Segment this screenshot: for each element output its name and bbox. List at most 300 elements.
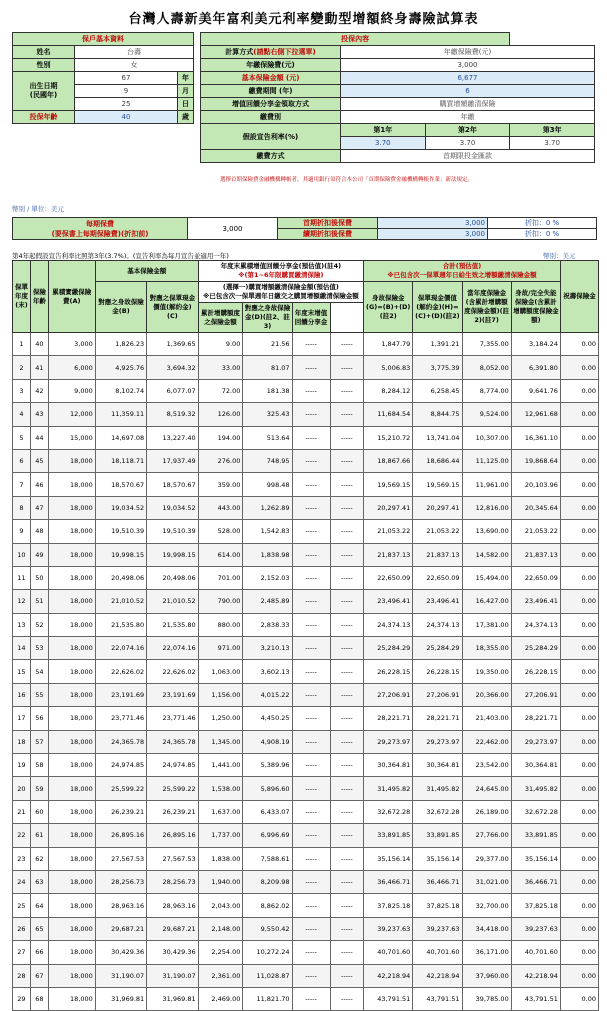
table-cell: -----	[292, 870, 330, 893]
table-cell: 880.00	[198, 613, 243, 636]
table-cell: 27,206.91	[413, 683, 462, 706]
table-cell: 0.00	[560, 847, 598, 870]
pay-mode-select[interactable]: 年繳	[341, 111, 595, 124]
table-cell: 21,053.22	[511, 520, 560, 543]
table-cell: 19,510.39	[147, 520, 198, 543]
table-cell: 29,273.97	[364, 730, 413, 753]
table-cell: 43,791.51	[413, 987, 462, 1010]
table-cell: 25,284.29	[413, 637, 462, 660]
total-group-header	[364, 261, 561, 282]
table-cell: 26,228.15	[364, 660, 413, 683]
table-cell: -----	[330, 964, 364, 987]
table-row	[13, 333, 599, 356]
table-cell: 35,156.14	[511, 847, 560, 870]
table-cell: 19,034.52	[147, 496, 198, 519]
table-cell: 14	[13, 637, 31, 660]
table-cell: 11,028.87	[243, 964, 292, 987]
table-cell: -----	[292, 660, 330, 683]
table-cell: 28,256.73	[147, 870, 198, 893]
table-cell: 18,000	[48, 987, 95, 1010]
table-cell: 26,239.21	[95, 800, 146, 823]
table-cell: -----	[330, 847, 364, 870]
basic-group-header: 基本保險金額	[95, 261, 198, 282]
table-cell: 26,895.16	[147, 824, 198, 847]
table-cell: 0.00	[560, 894, 598, 917]
table-cell: 276.00	[198, 449, 243, 472]
table-cell: -----	[330, 894, 364, 917]
rate-year-2: 第2年	[425, 124, 510, 137]
sex-label: 性別	[13, 59, 75, 72]
table-cell: 9,641.76	[511, 379, 560, 402]
table-cell: 16,427.00	[462, 590, 511, 613]
dob-label: 出生日期 (民國年)	[13, 72, 75, 111]
table-cell: -----	[292, 613, 330, 636]
table-cell: 1,063.00	[198, 660, 243, 683]
annual-premium-field[interactable]: 3,000	[341, 59, 595, 72]
table-cell: 23,771.46	[95, 707, 146, 730]
rate-value-3: 3.70	[510, 137, 595, 150]
table-cell: 2,043.00	[198, 894, 243, 917]
table-cell: 35,156.14	[364, 847, 413, 870]
table-cell: 3	[13, 379, 31, 402]
table-cell: 22,074.16	[95, 637, 146, 660]
table-cell: -----	[292, 777, 330, 800]
table-cell: 1	[13, 333, 31, 356]
table-cell: 21,010.52	[95, 590, 146, 613]
table-cell: 971.00	[198, 637, 243, 660]
table-cell: 12,816.00	[462, 496, 511, 519]
table-cell: 34,418.00	[462, 917, 511, 940]
table-cell: 3,775.39	[413, 356, 462, 379]
table-cell: 1,940.00	[198, 870, 243, 893]
table-cell: 4,925.76	[95, 356, 146, 379]
table-cell: 7,588.61	[243, 847, 292, 870]
table-cell: 50	[30, 566, 48, 589]
table-cell: 15,210.72	[364, 426, 413, 449]
table-cell: 18	[13, 730, 31, 753]
table-cell: 18,000	[48, 543, 95, 566]
table-cell: 23,496.41	[413, 590, 462, 613]
table-cell: 72.00	[198, 379, 243, 402]
table-cell: 11,684.54	[364, 403, 413, 426]
table-cell: 0.00	[560, 754, 598, 777]
table-cell: -----	[330, 870, 364, 893]
dob-month-field[interactable]: 9	[75, 85, 178, 98]
table-cell: -----	[330, 941, 364, 964]
table-cell: -----	[330, 449, 364, 472]
table-cell: 126.00	[198, 403, 243, 426]
table-cell: 31,021.00	[462, 870, 511, 893]
table-cell: 14,582.00	[462, 543, 511, 566]
table-cell: -----	[330, 403, 364, 426]
table-cell: 9	[13, 520, 31, 543]
table-cell: -----	[330, 496, 364, 519]
table-cell: 0.00	[560, 824, 598, 847]
table-cell: 1,637.00	[198, 800, 243, 823]
table-cell: 0.00	[560, 660, 598, 683]
table-cell: 18,118.71	[95, 449, 146, 472]
table-cell: 18,000	[48, 590, 95, 613]
table-row	[13, 754, 599, 777]
table-row	[13, 894, 599, 917]
later-discount: 折扣：0 %	[488, 229, 597, 240]
table-cell: 0.00	[560, 964, 598, 987]
table-cell: -----	[330, 824, 364, 847]
table-row	[13, 637, 599, 660]
age-label: 投保年齡	[13, 111, 75, 124]
table-cell: 66	[30, 941, 48, 964]
table-cell: 1,441.00	[198, 754, 243, 777]
col-total-year-header: 當年度保險金(含累計增購額度保險金額)(註2)(註7)	[462, 282, 511, 333]
table-cell: 2,254.00	[198, 941, 243, 964]
table-cell: 8,102.74	[95, 379, 146, 402]
table-cell: -----	[292, 333, 330, 356]
table-cell: 998.48	[243, 473, 292, 496]
table-cell: 63	[30, 870, 48, 893]
table-row	[13, 941, 599, 964]
rate-year-3: 第3年	[510, 124, 595, 137]
table-cell: 0.00	[560, 683, 598, 706]
table-cell: 28,963.16	[147, 894, 198, 917]
table-cell: -----	[330, 379, 364, 402]
plan-header: 投保內容	[201, 33, 510, 46]
currency-label-top: 幣別 / 單位：美元	[12, 205, 64, 213]
table-cell: 39,785.00	[462, 987, 511, 1010]
table-cell: 8	[13, 496, 31, 519]
table-cell: 0.00	[560, 870, 598, 893]
table-cell: -----	[330, 520, 364, 543]
table-cell: -----	[292, 543, 330, 566]
table-cell: 15	[13, 660, 31, 683]
table-cell: 1,737.00	[198, 824, 243, 847]
table-cell: 18,570.67	[95, 473, 146, 496]
table-cell: 0.00	[560, 590, 598, 613]
col-sign-header: 祝壽保險金	[560, 261, 598, 333]
method-select[interactable]: 年繳保險費(元)	[341, 46, 595, 59]
table-cell: 0.00	[560, 379, 598, 402]
table-cell: -----	[330, 543, 364, 566]
table-cell: 22,650.09	[364, 566, 413, 589]
table-cell: 31,190.07	[95, 964, 146, 987]
table-cell: 18,000	[48, 847, 95, 870]
table-cell: 21,837.13	[364, 543, 413, 566]
table-cell: 8,284.12	[364, 379, 413, 402]
table-cell: -----	[292, 590, 330, 613]
table-cell: 1,838.00	[198, 847, 243, 870]
table-cell: -----	[330, 566, 364, 589]
table-row	[13, 730, 599, 753]
table-cell: 22	[13, 824, 31, 847]
table-cell: 46	[30, 473, 48, 496]
table-cell: -----	[292, 987, 330, 1010]
table-cell: -----	[292, 520, 330, 543]
table-cell: 26	[13, 917, 31, 940]
col-basic-death-header: 對應之身故保險金(B)	[95, 282, 146, 333]
table-cell: 0.00	[560, 777, 598, 800]
table-cell: 18,000	[48, 800, 95, 823]
table-cell: 21,837.13	[413, 543, 462, 566]
table-cell: 25,284.29	[511, 637, 560, 660]
table-cell: 1,847.79	[364, 333, 413, 356]
first-premium-label: 首期折扣後保費	[278, 218, 378, 229]
table-cell: 0.00	[560, 543, 598, 566]
table-cell: 18,570.67	[147, 473, 198, 496]
table-cell: -----	[292, 917, 330, 940]
name-field[interactable]: 台壽	[75, 46, 194, 59]
table-cell: 6,433.07	[243, 800, 292, 823]
table-cell: -----	[292, 964, 330, 987]
currency-label-table: 幣別：美元	[543, 252, 576, 260]
table-cell: 13,227.40	[147, 426, 198, 449]
table-cell: 31,969.81	[95, 987, 146, 1010]
table-cell: 20,498.06	[95, 566, 146, 589]
table-cell: 23,542.00	[462, 754, 511, 777]
table-cell: 24,645.00	[462, 777, 511, 800]
add-group-sub: ※(第1~6年限購買繳清保險)	[238, 271, 324, 279]
table-cell: -----	[330, 356, 364, 379]
table-cell: 19,998.15	[147, 543, 198, 566]
table-cell: 9,000	[48, 379, 95, 402]
table-cell: 21,535.80	[95, 613, 146, 636]
table-cell: -----	[292, 941, 330, 964]
table-cell: 18,000	[48, 941, 95, 964]
sum-value: 6,677	[341, 72, 595, 85]
age-value: 40	[75, 111, 178, 124]
table-cell: 0.00	[560, 613, 598, 636]
table-row	[13, 964, 599, 987]
table-cell: 56	[30, 707, 48, 730]
method-label-text: 計算方式	[225, 48, 254, 56]
table-cell: 22,462.00	[462, 730, 511, 753]
table-cell: 26,228.15	[413, 660, 462, 683]
table-cell: -----	[292, 473, 330, 496]
table-cell: 20,366.00	[462, 683, 511, 706]
table-cell: 29,377.00	[462, 847, 511, 870]
table-cell: 62	[30, 847, 48, 870]
table-cell: 21,053.22	[413, 520, 462, 543]
table-cell: 359.00	[198, 473, 243, 496]
table-cell: 39,237.63	[413, 917, 462, 940]
table-cell: 21,053.22	[364, 520, 413, 543]
table-row	[13, 987, 599, 1010]
table-cell: 39,237.63	[364, 917, 413, 940]
table-cell: 33,891.85	[413, 824, 462, 847]
table-cell: 21,837.13	[511, 543, 560, 566]
table-cell: 21,535.80	[147, 613, 198, 636]
name-label: 姓名	[13, 46, 75, 59]
table-cell: 36,171.00	[462, 941, 511, 964]
table-row	[13, 777, 599, 800]
total-group-title: 合計(預估值)	[442, 262, 482, 270]
table-cell: 24,365.78	[95, 730, 146, 753]
table-cell: 15,000	[48, 426, 95, 449]
table-cell: 24	[13, 870, 31, 893]
table-cell: 16,361.10	[511, 426, 560, 449]
table-cell: 28,221.71	[364, 707, 413, 730]
table-cell: 17,381.00	[462, 613, 511, 636]
later-premium-amount: 3,000	[378, 229, 488, 240]
table-cell: -----	[330, 590, 364, 613]
table-row	[13, 917, 599, 940]
discount-select[interactable]: 首期限投金匯款	[341, 150, 595, 163]
table-cell: 59	[30, 777, 48, 800]
sex-field[interactable]: 女	[75, 59, 194, 72]
table-cell: 2,361.00	[198, 964, 243, 987]
table-cell: 35,156.14	[413, 847, 462, 870]
table-cell: 40,701.60	[364, 941, 413, 964]
pay-period-label: 繳費期間 (年)	[201, 85, 341, 98]
table-cell: 0.00	[560, 496, 598, 519]
table-cell: 7,355.00	[462, 333, 511, 356]
table-row	[13, 824, 599, 847]
table-cell: 24,974.85	[147, 754, 198, 777]
table-row	[13, 566, 599, 589]
table-cell: 18,000	[48, 683, 95, 706]
age-unit: 歲	[178, 111, 194, 124]
table-cell: 29,273.97	[511, 730, 560, 753]
table-cell: 1,391.21	[413, 333, 462, 356]
table-cell: 18,686.44	[413, 449, 462, 472]
table-cell: 18,000	[48, 613, 95, 636]
table-cell: -----	[292, 683, 330, 706]
first-discount: 折扣：0 %	[488, 218, 597, 229]
table-cell: 42	[30, 379, 48, 402]
table-cell: 27,567.53	[147, 847, 198, 870]
table-cell: 11,359.11	[95, 403, 146, 426]
table-cell: 21	[13, 800, 31, 823]
table-cell: 20	[13, 777, 31, 800]
table-cell: 16	[13, 683, 31, 706]
pay-period-value: 6	[341, 85, 595, 98]
table-cell: 28,963.16	[95, 894, 146, 917]
table-cell: 32,700.00	[462, 894, 511, 917]
table-cell: 43,791.51	[364, 987, 413, 1010]
table-cell: 0.00	[560, 637, 598, 660]
table-cell: 25,599.22	[95, 777, 146, 800]
add-mid-sub: ※已包含次一保單週年日繳交之購買增額繳清保險金額	[202, 292, 359, 300]
table-cell: 3,694.32	[147, 356, 198, 379]
table-cell: 1,369.65	[147, 333, 198, 356]
dob-year-field[interactable]: 67	[75, 72, 178, 85]
assumption-note: 第4年起假設宣告利率比照第3年(3.7%)。(宣告利率為每月宣告並適用一年)	[12, 252, 229, 260]
page-title: 台灣人壽新美年富利美元利率變動型增額終身壽險試算表	[128, 12, 479, 27]
col-age-header: 保險年齡	[30, 261, 48, 333]
table-cell: 31,495.82	[511, 777, 560, 800]
table-cell: -----	[292, 847, 330, 870]
table-row	[13, 543, 599, 566]
table-cell: 528.00	[198, 520, 243, 543]
table-cell: -----	[292, 707, 330, 730]
table-cell: 49	[30, 543, 48, 566]
table-cell: 0.00	[560, 917, 598, 940]
table-cell: 55	[30, 683, 48, 706]
table-cell: -----	[330, 613, 364, 636]
table-cell: 3,000	[48, 333, 95, 356]
col-year-header: 保單年度(末)	[13, 261, 31, 333]
table-cell: 42,218.94	[364, 964, 413, 987]
table-cell: -----	[292, 496, 330, 519]
table-cell: 2,838.33	[243, 613, 292, 636]
table-cell: -----	[330, 800, 364, 823]
premium-label	[13, 218, 188, 240]
table-cell: 25,284.29	[364, 637, 413, 660]
table-cell: 4,015.22	[243, 683, 292, 706]
table-cell: -----	[292, 426, 330, 449]
table-row	[13, 707, 599, 730]
table-cell: -----	[292, 449, 330, 472]
table-cell: 33,891.85	[364, 824, 413, 847]
rate-value-1: 3.70	[341, 137, 426, 150]
table-cell: -----	[330, 754, 364, 777]
table-cell: 37,825.18	[364, 894, 413, 917]
table-cell: 4,450.25	[243, 707, 292, 730]
table-row	[13, 683, 599, 706]
table-cell: -----	[292, 379, 330, 402]
table-row	[13, 356, 599, 379]
table-cell: -----	[292, 754, 330, 777]
table-cell: 0.00	[560, 987, 598, 1010]
table-cell: 57	[30, 730, 48, 753]
table-cell: 11,125.00	[462, 449, 511, 472]
table-cell: -----	[292, 637, 330, 660]
table-cell: 5,006.83	[364, 356, 413, 379]
dob-day-field[interactable]: 25	[75, 98, 178, 111]
table-cell: 1,826.23	[95, 333, 146, 356]
table-cell: 18,000	[48, 964, 95, 987]
table-row	[13, 800, 599, 823]
table-cell: 40	[30, 333, 48, 356]
table-cell: -----	[330, 730, 364, 753]
table-cell: 19,350.00	[462, 660, 511, 683]
table-cell: 27,206.91	[511, 683, 560, 706]
table-cell: 614.00	[198, 543, 243, 566]
dob-month-unit: 月	[178, 85, 194, 98]
table-cell: 65	[30, 917, 48, 940]
method-hint: (請點右側下拉選單)	[253, 48, 316, 56]
add-mid-title: (選擇一)購買增額繳清保險金額(預估值)	[222, 283, 339, 291]
table-cell: 11,961.00	[462, 473, 511, 496]
table-cell: -----	[330, 707, 364, 730]
table-cell: 2,148.00	[198, 917, 243, 940]
table-cell: 8,862.02	[243, 894, 292, 917]
insured-info-table	[12, 32, 194, 124]
table-row	[13, 520, 599, 543]
add-group-title: 年度末累積增值回饋分享金(預估值)(註4)	[220, 262, 342, 270]
annual-premium-label: 年繳保險費(元)	[201, 59, 341, 72]
table-cell: 9,524.00	[462, 403, 511, 426]
table-cell: 20,297.41	[413, 496, 462, 519]
table-row	[13, 379, 599, 402]
table-cell: -----	[292, 566, 330, 589]
total-group-sub: ※已包含次一保單週年日給生效之增額繳清保險金額	[387, 271, 537, 279]
table-cell: 42,218.94	[413, 964, 462, 987]
table-cell: -----	[330, 333, 364, 356]
dividend-select[interactable]: 購買增額繳清保險	[341, 98, 595, 111]
table-cell: 32,672.28	[364, 800, 413, 823]
table-cell: 8,209.98	[243, 870, 292, 893]
table-row	[13, 403, 599, 426]
table-cell: -----	[330, 637, 364, 660]
table-cell: -----	[330, 777, 364, 800]
col-total-bone-header: 身故/完全失能保險金(含累計增購額度保險金額)	[511, 282, 560, 333]
table-cell: 67	[30, 964, 48, 987]
table-cell: 24,374.13	[511, 613, 560, 636]
table-cell: 8,519.32	[147, 403, 198, 426]
table-cell: 20,103.96	[511, 473, 560, 496]
table-cell: 1,345.00	[198, 730, 243, 753]
table-cell: 10,307.00	[462, 426, 511, 449]
dividend-label: 增值回饋分享金領取方式	[201, 98, 341, 111]
